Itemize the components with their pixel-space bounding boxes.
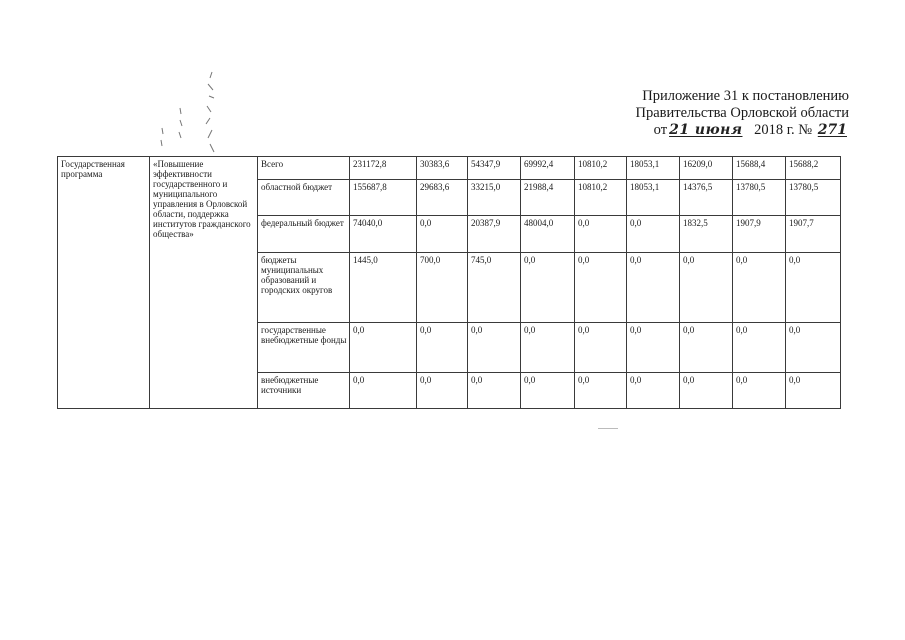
value-cell: 30383,6 [417,157,468,180]
program-name-cell: «Повышение эффективности государственного и муниципального управления в Орловской области, поддержка институтов гражданского общества» [150,157,258,409]
value-cell: 15688,2 [786,157,841,180]
value-cell: 0,0 [575,323,627,373]
value-cell: 0,0 [733,323,786,373]
value-cell: 0,0 [627,323,680,373]
value-cell: 54347,9 [468,157,521,180]
value-cell: 0,0 [417,216,468,253]
value-cell: 0,0 [733,373,786,409]
source-cell: Всего [258,157,350,180]
value-cell: 0,0 [786,253,841,323]
value-cell: 1907,7 [786,216,841,253]
value-cell: 231172,8 [350,157,417,180]
value-cell: 0,0 [468,373,521,409]
source-cell: внебюджетные источники [258,373,350,409]
handwritten-number: 271 [817,122,847,138]
value-cell: 0,0 [786,323,841,373]
value-cell: 21988,4 [521,180,575,216]
source-cell: бюджеты муниципальных образований и городских округов [258,253,350,323]
table-row [58,157,841,180]
value-cell: 0,0 [521,323,575,373]
value-cell: 0,0 [680,323,733,373]
value-cell: 13780,5 [733,180,786,216]
value-cell: 0,0 [680,253,733,323]
value-cell: 1832,5 [680,216,733,253]
government-name: Правительства Орловской области [635,105,849,121]
value-cell: 1907,9 [733,216,786,253]
source-cell: государственные внебюджетные фонды [258,323,350,373]
value-cell: 29683,6 [417,180,468,216]
value-cell: 0,0 [521,253,575,323]
value-cell: 745,0 [468,253,521,323]
value-cell: 14376,5 [680,180,733,216]
source-cell: областной бюджет [258,180,350,216]
value-cell: 0,0 [575,253,627,323]
value-cell: 0,0 [417,373,468,409]
value-cell: 10810,2 [575,180,627,216]
value-cell: 0,0 [521,373,575,409]
value-cell: 0,0 [627,216,680,253]
value-cell: 0,0 [733,253,786,323]
value-cell: 15688,4 [733,157,786,180]
value-cell: 13780,5 [786,180,841,216]
funding-table [57,156,841,409]
value-cell: 0,0 [417,323,468,373]
value-cell: 0,0 [680,373,733,409]
value-cell: 18053,1 [627,180,680,216]
value-cell: 1445,0 [350,253,417,323]
document-header [0,88,849,139]
value-cell: 74040,0 [350,216,417,253]
value-cell: 0,0 [627,253,680,323]
value-cell: 18053,1 [627,157,680,180]
year-number-label: 2018 г. № [754,122,813,138]
scan-stroke [598,428,618,429]
value-cell: 33215,0 [468,180,521,216]
source-cell: федеральный бюджет [258,216,350,253]
decree-date-line [0,122,849,139]
value-cell: 0,0 [575,216,627,253]
value-cell: 700,0 [417,253,468,323]
appendix-title: Приложение 31 к постановлению [642,88,849,104]
date-prefix: от [653,122,668,138]
handwritten-date: 21 июня [669,122,743,138]
value-cell: 69992,4 [521,157,575,180]
value-cell: 0,0 [350,323,417,373]
value-cell: 0,0 [627,373,680,409]
value-cell: 48004,0 [521,216,575,253]
value-cell: 0,0 [575,373,627,409]
program-type-cell: Государственная программа [58,157,150,409]
value-cell: 10810,2 [575,157,627,180]
value-cell: 20387,9 [468,216,521,253]
value-cell: 16209,0 [680,157,733,180]
value-cell: 0,0 [468,323,521,373]
value-cell: 155687,8 [350,180,417,216]
value-cell: 0,0 [350,373,417,409]
value-cell: 0,0 [786,373,841,409]
